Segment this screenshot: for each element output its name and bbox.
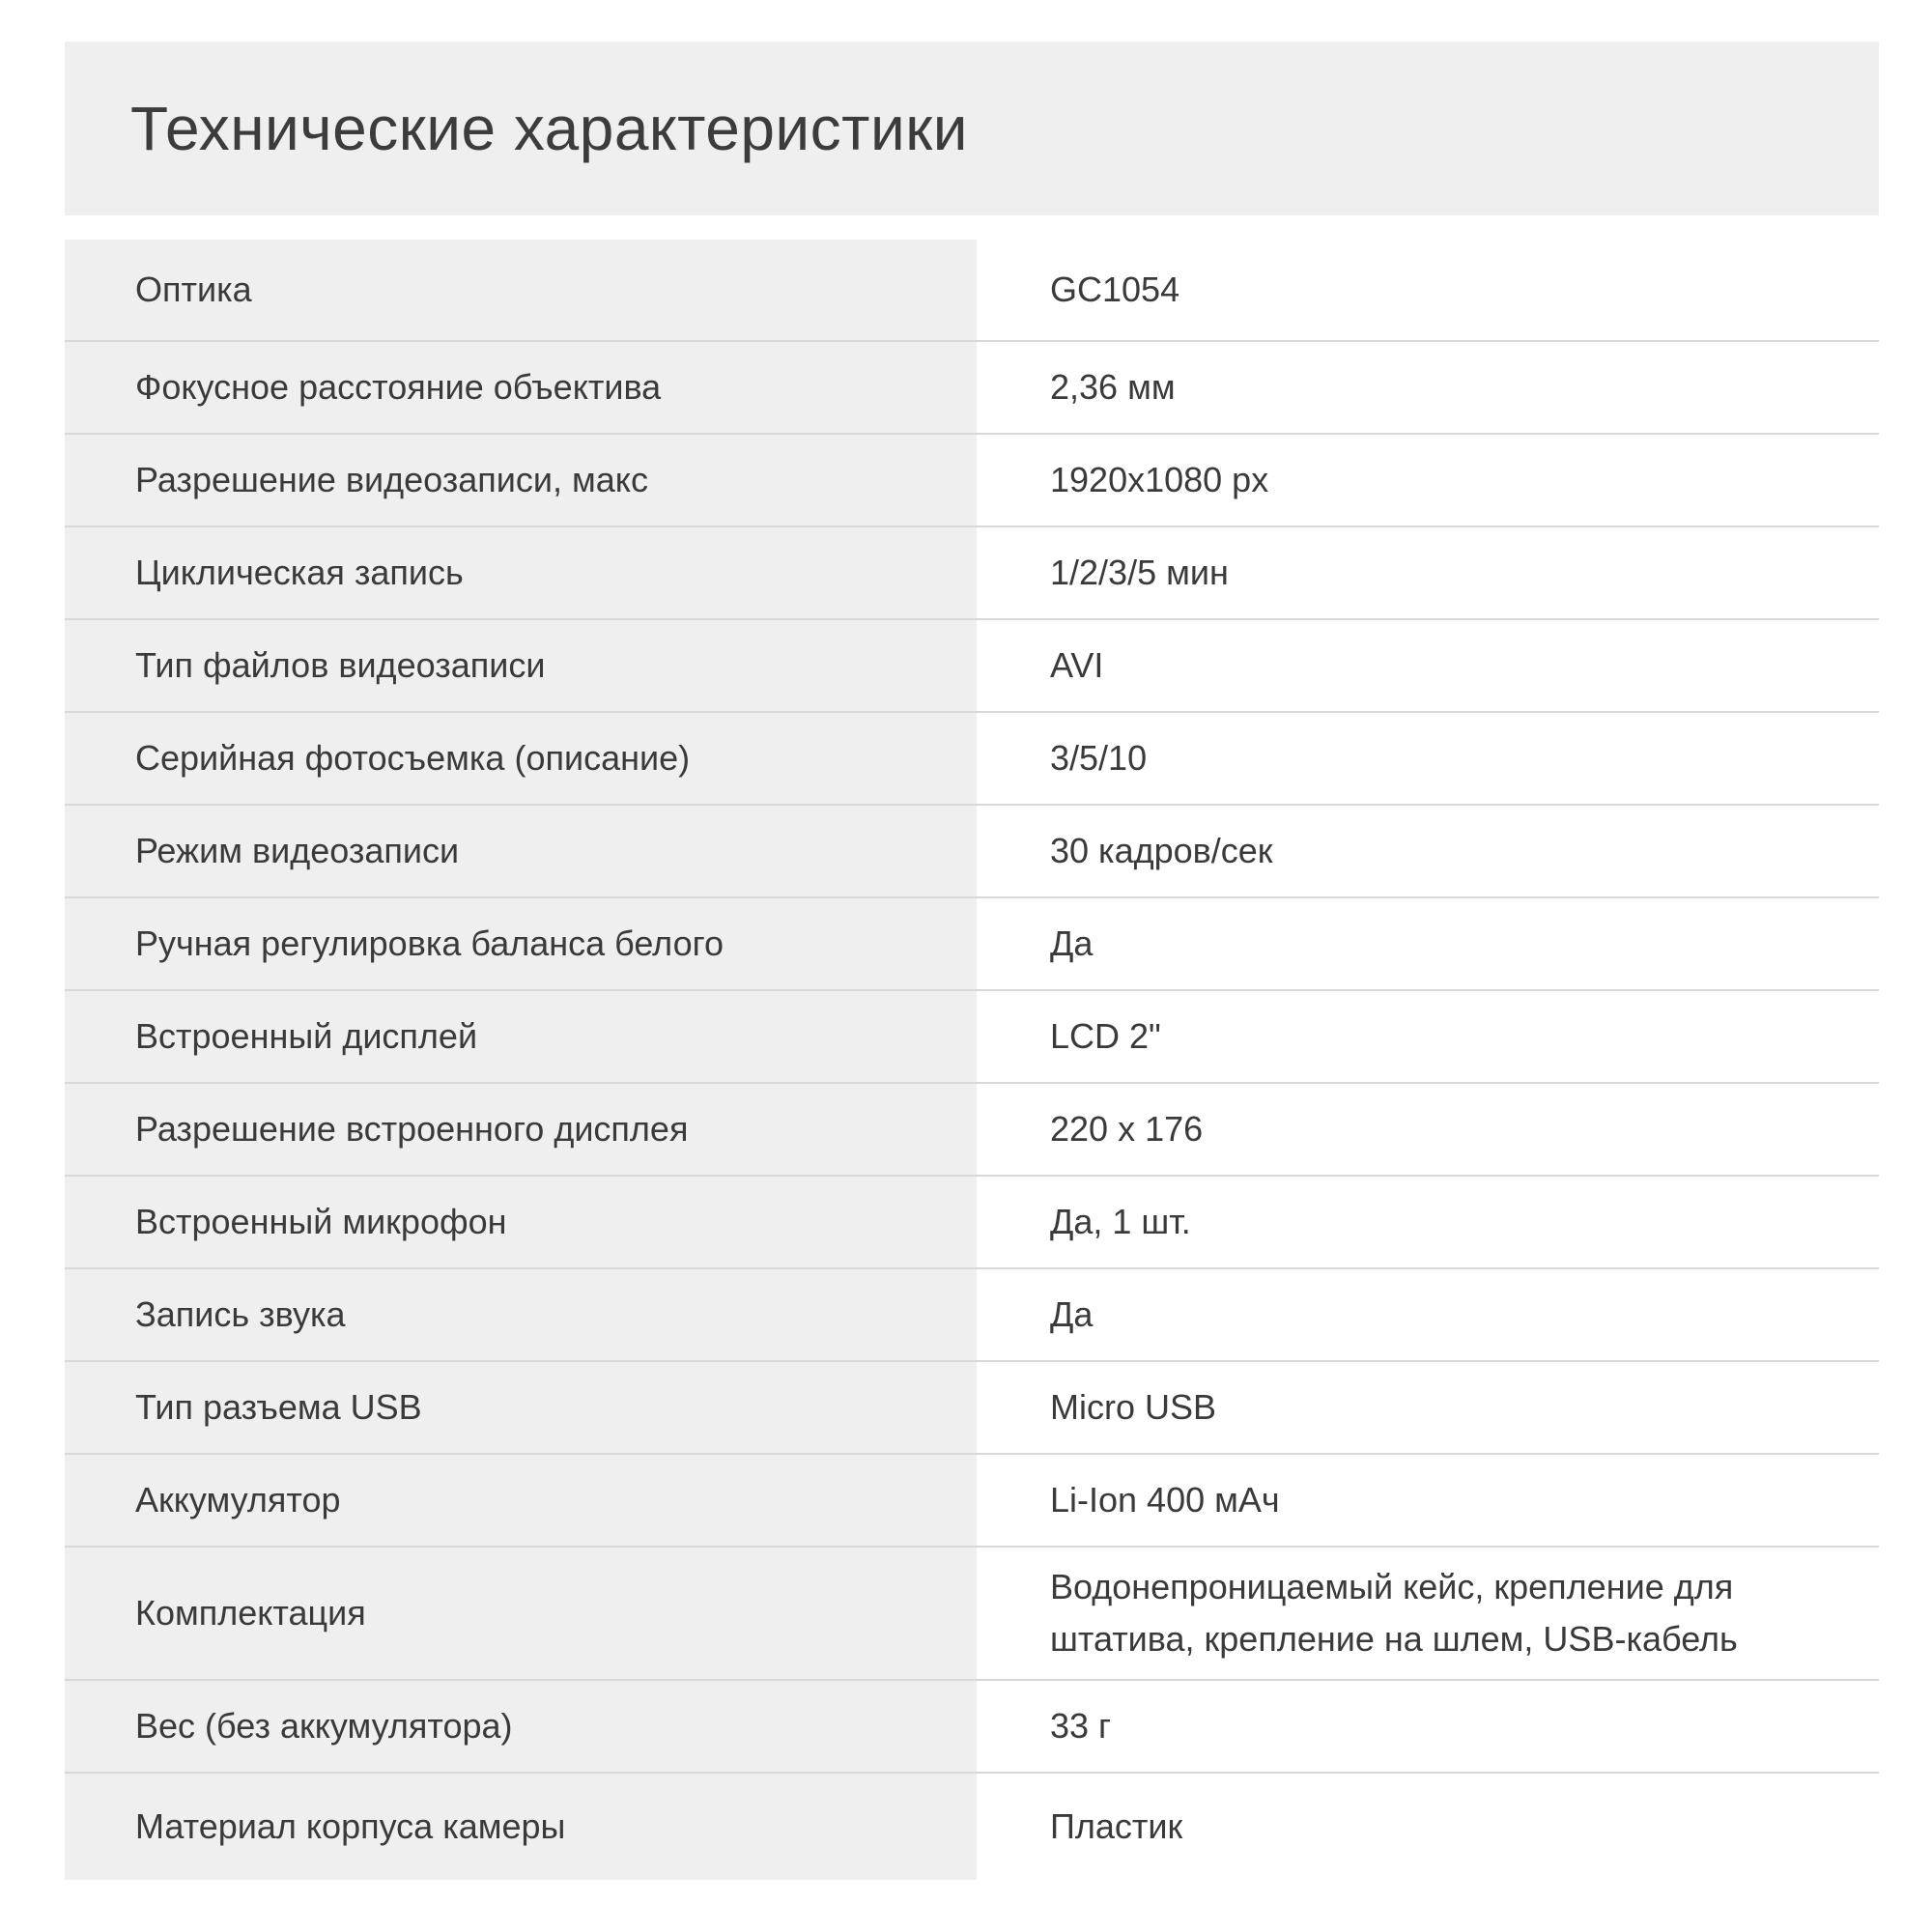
spec-value-cell bbox=[977, 806, 1879, 896]
spec-value-text: Micro USB bbox=[1050, 1387, 1217, 1427]
spec-value-cell bbox=[977, 1774, 1879, 1880]
spec-value-cell bbox=[977, 620, 1879, 711]
spec-value-cell bbox=[977, 435, 1879, 526]
table-row bbox=[65, 1082, 1879, 1175]
spec-value-text: LCD 2" bbox=[1050, 1016, 1161, 1056]
spec-value-text: AVI bbox=[1050, 645, 1104, 685]
spec-value-cell bbox=[977, 1177, 1879, 1267]
spec-label-cell bbox=[65, 1084, 977, 1175]
table-row bbox=[65, 989, 1879, 1082]
spec-label-cell bbox=[65, 806, 977, 896]
spec-label-cell bbox=[65, 898, 977, 989]
spec-value-text: 3/5/10 bbox=[1050, 738, 1148, 778]
table-row bbox=[65, 433, 1879, 526]
spec-value-text: 220 x 176 bbox=[1050, 1109, 1204, 1149]
spec-label-text: Серийная фотосъемка (описание) bbox=[135, 738, 691, 778]
spec-label-text: Аккумулятор bbox=[135, 1480, 341, 1520]
table-row bbox=[65, 804, 1879, 896]
spec-value-text: Да, 1 шт. bbox=[1050, 1202, 1191, 1241]
spec-value-cell bbox=[977, 1548, 1879, 1679]
spec-label-text: Циклическая запись bbox=[135, 553, 464, 592]
spec-label-cell bbox=[65, 1681, 977, 1772]
spec-value-text: GC1054 bbox=[1050, 270, 1180, 309]
table-row bbox=[65, 711, 1879, 804]
spec-value-text: 30 кадров/сек bbox=[1050, 831, 1273, 870]
table-row bbox=[65, 1175, 1879, 1267]
spec-value-cell bbox=[977, 1455, 1879, 1546]
spec-label-text: Режим видеозаписи bbox=[135, 831, 460, 870]
spec-value-text: Водонепроницаемый кейс, крепление для штатива, крепление на шлем, USB-кабель bbox=[1050, 1567, 1738, 1659]
spec-label-text: Встроенный дисплей bbox=[135, 1016, 478, 1056]
table-row bbox=[65, 1546, 1879, 1679]
spec-label-text: Разрешение видеозаписи, макс bbox=[135, 460, 648, 499]
spec-label-cell bbox=[65, 1362, 977, 1453]
spec-label-cell bbox=[65, 713, 977, 804]
table-row bbox=[65, 618, 1879, 711]
spec-value-text: 1920x1080 px bbox=[1050, 460, 1269, 499]
spec-label-text: Запись звука bbox=[135, 1294, 346, 1334]
spec-value-text: 1/2/3/5 мин bbox=[1050, 553, 1229, 592]
table-row bbox=[65, 1772, 1879, 1880]
spec-label-cell bbox=[65, 1177, 977, 1267]
spec-value-cell bbox=[977, 342, 1879, 433]
spec-value-text: Да bbox=[1050, 1294, 1094, 1334]
table-row bbox=[65, 526, 1879, 618]
spec-label-text: Оптика bbox=[135, 270, 252, 309]
table-row bbox=[65, 1267, 1879, 1360]
spec-value-text: Li-Ion 400 мАч bbox=[1050, 1480, 1280, 1520]
spec-label-text: Тип разъема USB bbox=[135, 1387, 422, 1427]
content-column bbox=[65, 42, 1879, 1880]
spec-label-text: Встроенный микрофон bbox=[135, 1202, 507, 1241]
spec-label-cell bbox=[65, 1455, 977, 1546]
spec-label-text: Разрешение встроенного дисплея bbox=[135, 1109, 689, 1149]
table-row bbox=[65, 1453, 1879, 1546]
spec-value-cell bbox=[977, 1681, 1879, 1772]
page-title: Технические характеристики bbox=[130, 94, 968, 163]
spec-value-text: Да bbox=[1050, 923, 1094, 963]
spec-label-cell bbox=[65, 527, 977, 618]
spec-label-cell bbox=[65, 620, 977, 711]
spec-value-cell bbox=[977, 991, 1879, 1082]
spec-label-cell bbox=[65, 1774, 977, 1880]
spec-label-cell bbox=[65, 240, 977, 340]
spec-label-text: Вес (без аккумулятора) bbox=[135, 1706, 513, 1746]
spec-label-cell bbox=[65, 342, 977, 433]
spec-label-text: Комплектация bbox=[135, 1593, 366, 1633]
spec-value-text: 2,36 мм bbox=[1050, 367, 1176, 407]
table-row bbox=[65, 896, 1879, 989]
spec-label-cell bbox=[65, 991, 977, 1082]
spec-value-cell bbox=[977, 527, 1879, 618]
spec-label-text: Материал корпуса камеры bbox=[135, 1806, 566, 1846]
spec-label-cell bbox=[65, 435, 977, 526]
spec-value-cell bbox=[977, 1362, 1879, 1453]
table-row bbox=[65, 1360, 1879, 1453]
spec-label-cell bbox=[65, 1269, 977, 1360]
spec-value-cell bbox=[977, 240, 1879, 340]
spec-label-text: Тип файлов видеозаписи bbox=[135, 645, 546, 685]
spec-label-text: Ручная регулировка баланса белого bbox=[135, 923, 724, 963]
table-row bbox=[65, 1679, 1879, 1772]
spec-value-text: Пластик bbox=[1050, 1806, 1183, 1846]
table-row bbox=[65, 240, 1879, 340]
spec-value-cell bbox=[977, 713, 1879, 804]
spec-value-text: 33 г bbox=[1050, 1706, 1112, 1746]
spec-value-cell bbox=[977, 1084, 1879, 1175]
spec-table bbox=[65, 240, 1879, 1880]
section-header-band bbox=[65, 42, 1879, 215]
spec-label-text: Фокусное расстояние объектива bbox=[135, 367, 662, 407]
spec-value-cell bbox=[977, 898, 1879, 989]
spec-value-cell bbox=[977, 1269, 1879, 1360]
table-row bbox=[65, 340, 1879, 433]
spec-label-cell bbox=[65, 1548, 977, 1679]
